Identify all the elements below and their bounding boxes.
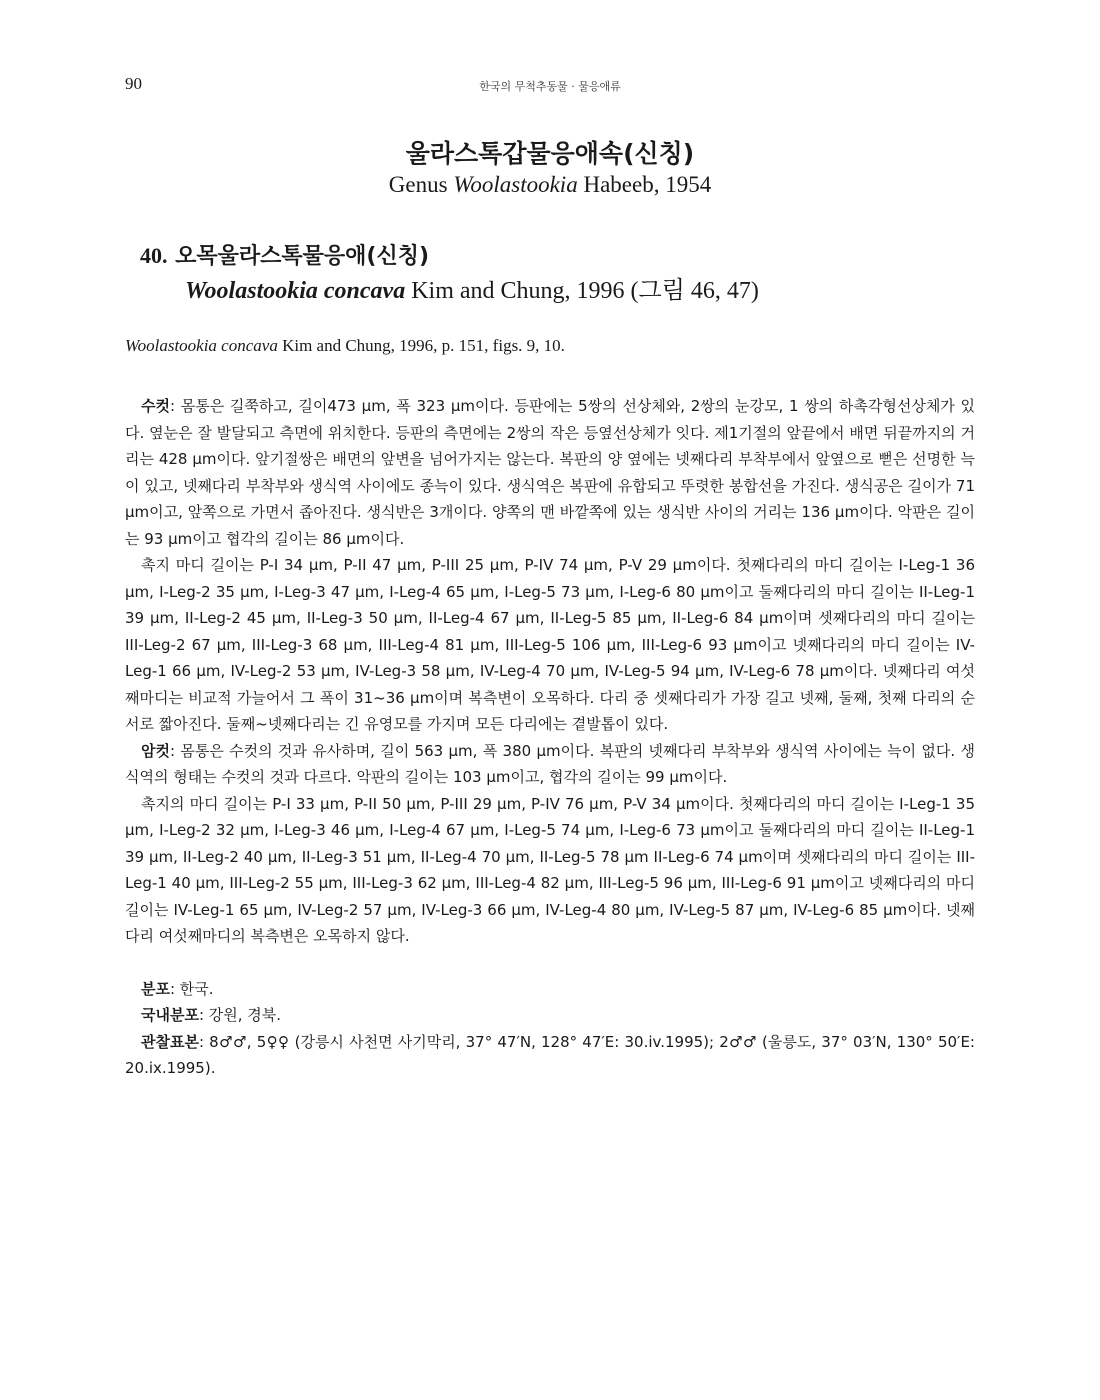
distribution-text: : 한국.: [169, 979, 214, 998]
male-legs-text: 촉지 마디 길이는 P-I 34 μm, P-II 47 μm, P-III 25 μm, P-IV 74 μm, P-V 29 μm이다. 첫째다리의 마디 길이는 I-Leg-1 36 μm, I-Leg-2 35 μm, I-Leg-3 47 μm, I-Leg-4 65 μm, I-Leg-5 73 μm, I-Leg-6 80 μm이고 둘째다리의 마디 길이는 II-Leg-1 39 μm, II-Leg-2 45 μm, II-Leg-3 50 μm, II-Leg-4 67 μm, II-Leg-5 85 μm, II-Leg-6 84 μm이며 셋째다리의 마디 길이는 III-Leg-2 67 μm, III-Leg-3 68 μm, III-Leg-4 81 μm, III-Leg-5 106 μm, III-Leg-6 93 μm이고 넷째다리의 마디 길이는 IV-Leg-1 66 μm, IV-Leg-2 53 μm, IV-Leg-3 58 μm, IV-Leg-4 70 μm, IV-Leg-5 94 μm, IV-Leg-6 78 μm이다. 넷째다리 여섯째마디는 비교적 가늘어서 그 폭이 31~36 μm이며 복측변이 오목하다. 다리 중 셋째다리가 가장 길고 넷째, 둘째, 첫째 다리의 순서로 짧아진다. 둘째~넷째다리는 긴 유영모를 가지며 모든 다리에는 곁발톱이 있다.: [125, 556, 975, 733]
genus-authority: Habeeb, 1954: [577, 172, 712, 197]
species-heading-latin: [185, 270, 759, 305]
male-label: 수컷: [141, 397, 170, 415]
page-number: 90: [125, 74, 142, 93]
species-number: 40.: [140, 243, 168, 268]
genus-prefix: Genus: [388, 172, 454, 197]
species-heading-korean: [140, 239, 429, 270]
male-text: : 몸통은 길쭉하고, 길이473 μm, 폭 323 μm이다. 등판에는 5쌍의 선상체와, 2쌍의 눈강모, 1 쌍의 하촉각형선상체가 있다. 옆눈은 잘 발달되고 측면에 위치한다. 등판의 측면에는 2쌍의 작은 등옆선상체가 잇다. 제1기절의 앞끝에서 배면 뒤끝까지의 거리는 428 μm이다. 앞기절쌍은 배면의 앞변을 넘어가지는 않는다. 복판의 양 옆에는 넷째다리 부착부에서 앞옆으로 뻗은 선명한 늑이 있고, 넷째다리 부착부와 생식역 사이에도 종늑이 있다. 생식역은 복판에 유합되고 뚜렷한 봉합선을 가진다. 생식공은 길이가 71 μm이고, 앞쪽으로 가면서 좁아진다. 생식반은 3개이다. 양쪽의 맨 바깥쪽에 있는 생식반 사이의 거리는 136 μm이다. 악판은 길이는 93 μm이고 협각의 길이는 86 μm이다.: [125, 397, 975, 548]
female-leg-measurements: [125, 791, 975, 950]
domestic-label: 국내분포: [141, 1006, 199, 1024]
male-leg-measurements: [125, 552, 975, 738]
examined-specimens: [125, 1029, 975, 1082]
reference-citation: Kim and Chung, 1996, p. 151, figs. 9, 10.: [277, 336, 565, 355]
female-description: [125, 738, 975, 791]
female-text: : 몸통은 수컷의 것과 유사하며, 길이 563 μm, 폭 380 μm이다. 복판의 넷째다리 부착부와 생식역 사이에는 늑이 없다. 생식역의 형태는 수컷의 것과 다르다. 악판의 길이는 103 μm이고, 협각의 길이는 99 μm이다.: [125, 741, 975, 786]
species-name-korean: 오목울라스톡물응애(신칭): [167, 244, 430, 269]
species-binomial: Woolastookia concava: [185, 278, 406, 304]
domestic-distribution: [125, 1002, 975, 1029]
female-legs-text: 촉지의 마디 길이는 P-I 33 μm, P-II 50 μm, P-III 29 μm, P-IV 76 μm, P-V 34 μm이다. 첫째다리의 마디 길이는 I-Leg-1 35 μm, I-Leg-2 32 μm, I-Leg-3 46 μm, I-Leg-4 67 μm, I-Leg-5 74 μm, I-Leg-6 73 μm이고 둘째다리의 마디 길이는 II-Leg-1 39 μm, II-Leg-2 40 μm, II-Leg-3 51 μm, II-Leg-4 70 μm, II-Leg-5 78 μm II-Leg-6 74 μm이며 셋째다리의 마디 길이는 III-Leg-1 40 μm, III-Leg-2 55 μm, III-Leg-3 62 μm, III-Leg-4 82 μm, III-Leg-5 96 μm, III-Leg-6 91 μm이고 넷째다리의 마디 길이는 IV-Leg-1 65 μm, IV-Leg-2 57 μm, IV-Leg-3 66 μm, IV-Leg-4 80 μm, IV-Leg-5 87 μm, IV-Leg-6 85 μm이다. 넷째다리 여섯째마디의 복측변은 오목하지 않다.: [125, 794, 975, 945]
specimens-label: 관찰표본: [141, 1032, 199, 1051]
reference-taxon: Woolastookia concava: [125, 336, 278, 355]
genus-title-korean: 울라스톡갑물응애속(신칭): [405, 139, 695, 168]
synonymy-reference: [125, 336, 565, 356]
description-body: [125, 393, 975, 1082]
distribution-label: 분포: [141, 979, 170, 998]
genus-title-english: [0, 172, 1100, 198]
species-authority: Kim and Chung, 1996 (그림 46, 47): [405, 278, 759, 304]
specimens-text: : 8♂♂, 5♀♀ (강릉시 사천면 사기막리, 37° 47′N, 128° 47′E: 30.iv.1995); 2♂♂ (울릉도, 37° 03′N, 130° 50′E: 20.ix.1995).: [125, 1032, 975, 1077]
female-label: 암컷: [141, 741, 170, 760]
distribution: [125, 976, 975, 1003]
domestic-text: : 강원, 경북.: [198, 1006, 282, 1024]
male-description: [125, 393, 975, 552]
genus-name: Woolastookia: [453, 172, 578, 197]
running-title: 한국의 무척추동물 · 물응애류: [479, 80, 621, 93]
